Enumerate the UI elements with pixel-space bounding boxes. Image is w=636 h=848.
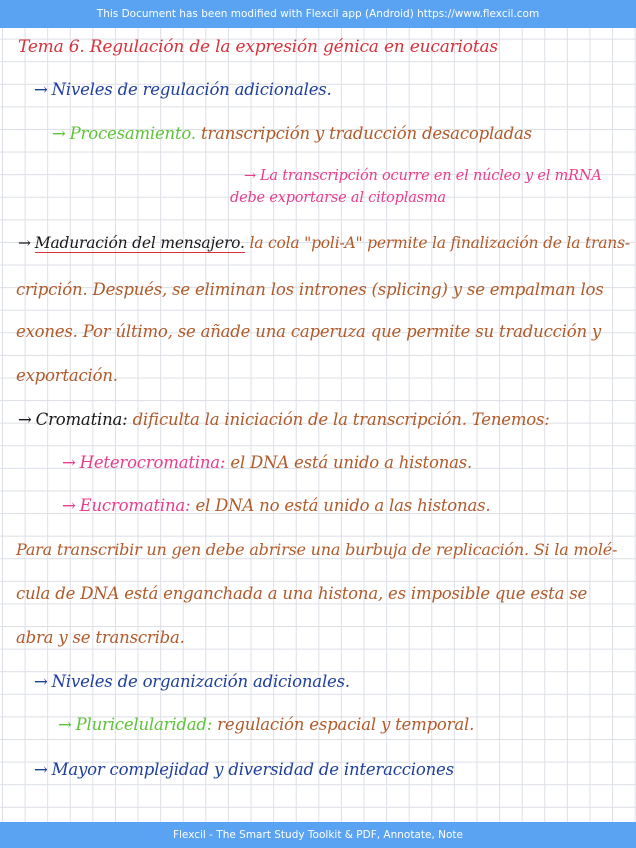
arrow-icon: → (34, 80, 48, 99)
cromatina-line (18, 410, 550, 429)
parrafo-text-1: Para transcribir un gen debe abrirse una burbuja de replicación. Si la molé- (16, 540, 618, 559)
parrafo-line-2 (16, 584, 587, 603)
note-title (18, 37, 498, 57)
maduracion-text-1: la cola "poli-A" permite la finalización de la trans- (249, 234, 630, 252)
arrow-icon: → (34, 760, 48, 779)
pluricelularidad-text: regulación espacial y temporal. (217, 715, 475, 734)
procesamiento-note-1 (244, 168, 602, 184)
niveles-regulacion-line (34, 80, 332, 99)
maduracion-line-2 (16, 280, 604, 299)
mayor-complejidad-text: Mayor complejidad y diversidad de interacciones (51, 760, 454, 779)
maduracion-text-4: exportación. (16, 366, 118, 385)
mayor-complejidad-line (34, 760, 454, 779)
procesamiento-note-2-text: debe exportarse al citoplasma (230, 190, 446, 206)
arrow-icon: → (58, 715, 72, 734)
maduracion-label: Maduración del mensajero. (34, 234, 245, 252)
procesamiento-text: transcripción y traducción desacopladas (200, 124, 532, 143)
parrafo-text-2: cula de DNA está enganchada a una histona, es imposible que esta se (16, 584, 588, 603)
procesamiento-label: Procesamiento. (69, 124, 196, 143)
maduracion-text-3: exones. Por último, se añade una caperuza que permite su traducción y (16, 322, 602, 341)
bottom-banner-text: Flexcil - The Smart Study Toolkit & PDF, Annotate, Note (172, 829, 464, 841)
arrow-icon: → (62, 453, 76, 472)
procesamiento-line (52, 124, 532, 143)
procesamiento-note-1-text: La transcripción ocurre en el núcleo y el mRNA (259, 168, 602, 184)
maduracion-line-1 (18, 234, 630, 252)
pluricelularidad-label: Pluricelularidad: (75, 715, 213, 734)
pluricelularidad-line (58, 715, 474, 734)
arrow-icon: → (62, 496, 76, 515)
top-banner-text: This Document has been modified with Flexcil app (Android) https://www.flexcil.com (96, 8, 540, 20)
cromatina-text: dificulta la iniciación de la transcripción. Tenemos: (132, 410, 550, 429)
eucromatina-line (62, 496, 490, 515)
arrow-icon: → (244, 168, 256, 184)
parrafo-line-1 (16, 540, 617, 559)
cromatina-label: Cromatina: (35, 410, 128, 429)
arrow-icon: → (34, 672, 48, 691)
niveles-organizacion-text: Niveles de organización adicionales. (51, 672, 350, 691)
arrow-icon: → (18, 234, 31, 252)
eucromatina-text: el DNA no está unido a las histonas. (195, 496, 491, 515)
procesamiento-note-2 (230, 190, 446, 206)
maduracion-line-3 (16, 322, 601, 341)
parrafo-text-3: abra y se transcriba. (16, 628, 185, 647)
niveles-regulacion-text: Niveles de regulación adicionales. (51, 80, 332, 99)
note-title-text: Tema 6. Regulación de la expresión génica en eucariotas (18, 37, 498, 57)
arrow-icon: → (52, 124, 66, 143)
bottom-banner (0, 822, 636, 848)
maduracion-text-2: cripción. Después, se eliminan los intrones (splicing) y se empalman los (16, 280, 604, 299)
heterocromatina-line (62, 453, 472, 472)
maduracion-line-4 (16, 366, 118, 385)
eucromatina-label: Eucromatina: (79, 496, 191, 515)
heterocromatina-label: Heterocromatina: (79, 453, 226, 472)
parrafo-line-3 (16, 628, 185, 647)
top-banner (0, 0, 636, 28)
arrow-icon: → (18, 410, 32, 429)
niveles-organizacion-line (34, 672, 350, 691)
heterocromatina-text: el DNA está unido a histonas. (230, 453, 473, 472)
